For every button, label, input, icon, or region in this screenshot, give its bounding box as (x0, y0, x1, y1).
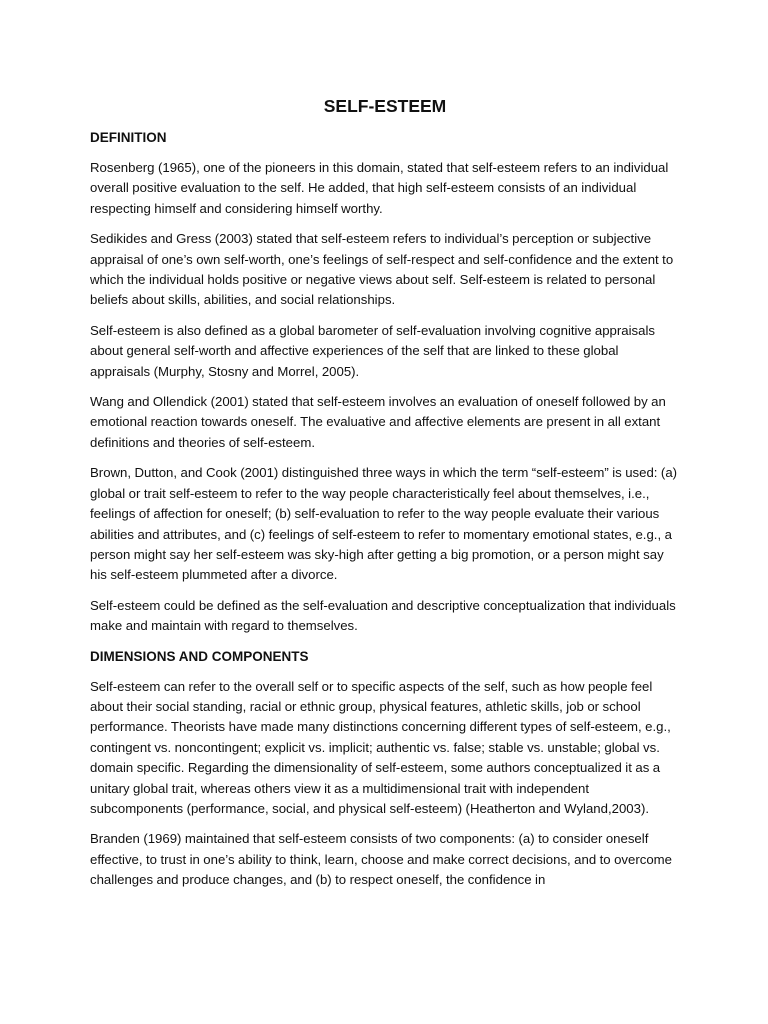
section-heading-dimensions: DIMENSIONS AND COMPONENTS (90, 648, 309, 664)
document-body (90, 94, 680, 901)
section-heading-definition: DEFINITION (90, 130, 167, 145)
document-title: SELF-ESTEEM (323, 96, 447, 116)
paragraph: Self-esteem can refer to the overall self or to specific aspects of the self, such as how people feel about their social standing, racial or ethnic group, physical features, athletic skills, job or school performance. Theorists have made many distinctions concerning different types of self-esteem, e.g., contingent vs. noncontingent; explicit vs. implicit; authentic vs. false; stable vs. unstable; global vs. domain specific. Regarding the dimensionality of self-esteem, some authors conceptualized it as a unitary global trait, whereas others view it as a multidimensional trait with independent subcomponents (performance, social, and physical self-esteem) (Heatherton and Wyland,2003). (90, 678, 671, 816)
paragraph: Branden (1969) maintained that self-esteem consists of two components: (a) to consider oneself effective, to trust in one’s ability to think, learn, choose and make correct decisions, and to overcome challenges and produce changes, and (b) to respect oneself, the confidence in (90, 831, 673, 888)
paragraph: Brown, Dutton, and Cook (2001) distinguished three ways in which the term “self-esteem” is used: (a) global or trait self-esteem to refer to the way people characteristically feel about themselves, i.e., feelings of affection for oneself; (b) self-evaluation to refer to the way people evaluate their various abilities and attributes, and (c) feelings of self-esteem to refer to momentary emotional states, e.g., a person might say her self-esteem was sky-high after getting a big promotion, or a person might say his self-esteem plummeted after a divorce. (90, 465, 678, 583)
paragraph: Sedikides and Gress (2003) stated that self-esteem refers to individual’s perception or subjective appraisal of one’s own self-worth, one’s feelings of self-respect and self-confidence and the extent to which the individual holds positive or negative views about self. Self-esteem is related to personal beliefs about skills, abilities, and social relationships. (90, 231, 674, 308)
paragraph: Rosenberg (1965), one of the pioneers in this domain, stated that self-esteem refers to an individual overall positive evaluation to the self. He added, that high self-esteem consists of an individual respecting himself and considering himself worthy. (90, 160, 669, 216)
paragraph: Self-esteem could be defined as the self-evaluation and descriptive conceptualization that individuals make and maintain with regard to themselves. (90, 597, 676, 634)
paragraph: Self-esteem is also defined as a global barometer of self-evaluation involving cognitive appraisals about general self-worth and affective experiences of the self that are linked to these global appraisals (Murphy, Stosny and Morrel, 2005). (90, 322, 655, 379)
paragraph: Wang and Ollendick (2001) stated that self-esteem involves an evaluation of oneself followed by an emotional reaction towards oneself. The evaluative and affective elements are present in all extant definitions and theories of self-esteem. (90, 394, 666, 450)
